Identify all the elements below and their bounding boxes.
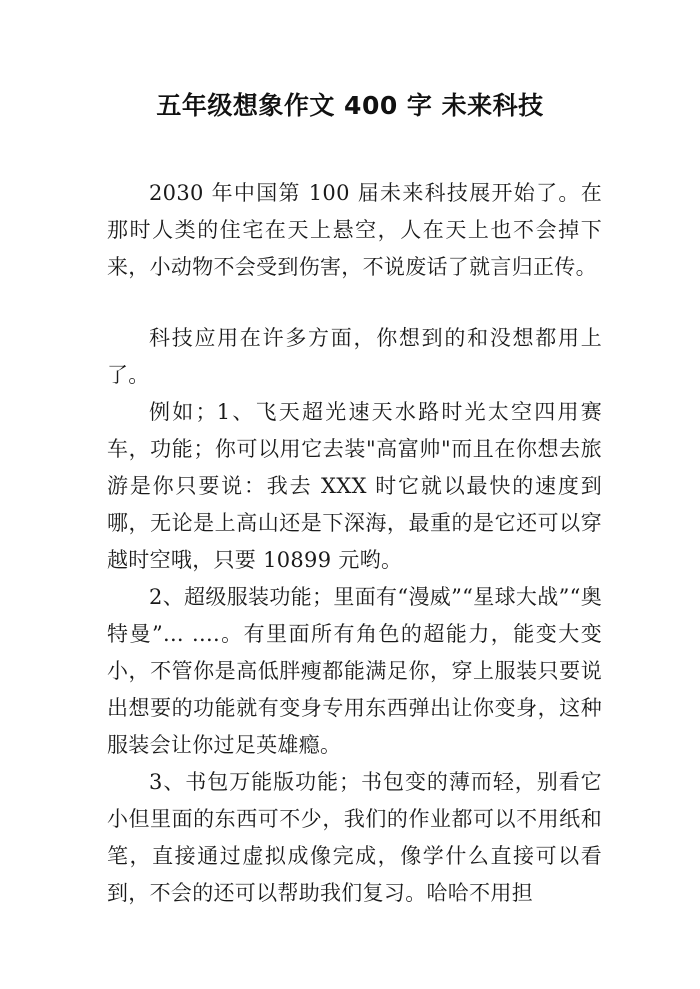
- document-body-main: [107, 320, 602, 912]
- paragraph-intro: 2030 年中国第 100 届未来科技展开始了。在那时人类的住宅在天上悬空，人在天上也不会掉下来，小动物不会受到伤害，不说废话了就言归正传。: [107, 181, 602, 279]
- paragraph-costume: 2、超级服装功能；里面有“漫威”“星球大战”“奥特曼”... ....。有里面所有角色的超能力，能变大变小，不管你是高低胖瘦都能满足你，穿上服装只要说出想要的功能就有变身专用东西弹出让你变身，这种服装会让你过足英雄瘾。: [107, 585, 602, 757]
- document-body-intro: [107, 175, 602, 286]
- paragraph-schoolbag: 3、书包万能版功能；书包变的薄而轻，别看它小但里面的东西可不少，我们的作业都可以不用纸和笔，直接通过虚拟成像完成，像学什么直接可以看到，不会的还可以帮助我们复习。哈哈不用担: [107, 770, 602, 905]
- paragraph-racecar: 例如；1、飞天超光速天水路时光太空四用赛车，功能；你可以用它去装"高富帅"而且在你想去旅游是你只要说：我去 XXX 时它就以最快的速度到哪，无论是上高山还是下深海，最重的是它还可以穿越时空哦，只要 10899 元哟。: [107, 400, 602, 572]
- paragraph-applications: 科技应用在许多方面，你想到的和没想都用上了。: [107, 326, 602, 387]
- document-title: 五年级想象作文 400 字 未来科技: [156, 91, 544, 120]
